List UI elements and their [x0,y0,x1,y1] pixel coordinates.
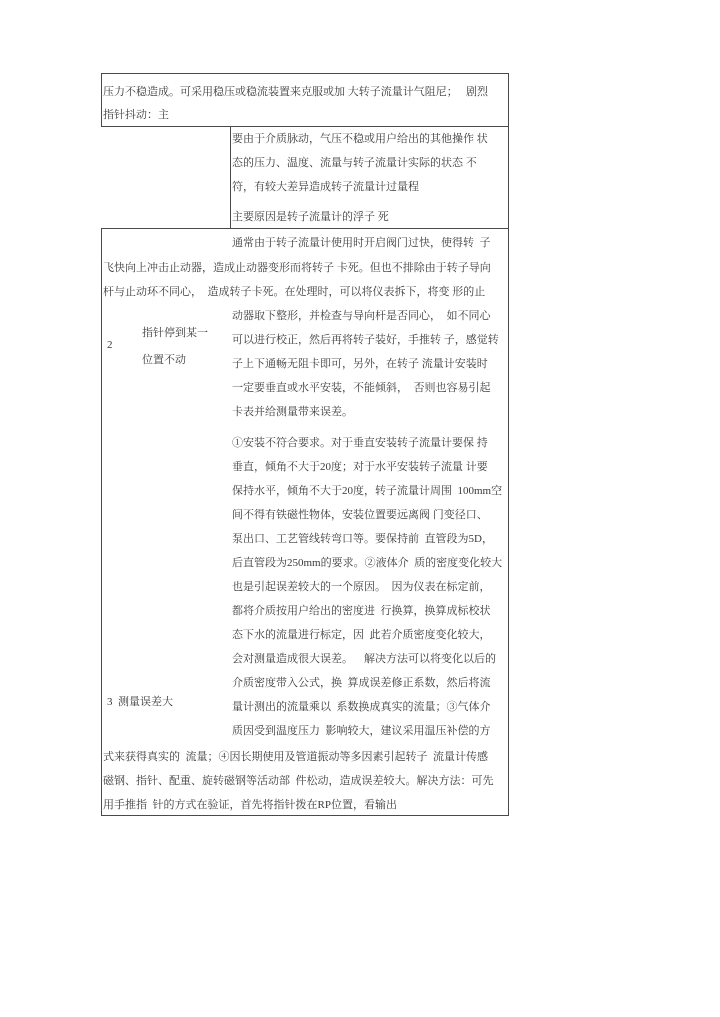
text-line: 态的压力、温度、流量与转子流量计实际的状态 不 [232,157,477,169]
text-line: 要由于介质脉动，气压不稳或用户给出的其他操作 状 [232,133,488,145]
text-line: 主要原因是转子流量计的浮子 死 [232,211,389,223]
item-number: 3 [107,696,113,708]
text-line: 式来获得真实的 流量；④因长期使用及管道振动等多因素引起转子 流量计传感 [103,751,488,763]
text-line: 质因受到温度压力 影响较大，建议采用温压补偿的方 [232,725,491,737]
item-number: 2 [107,339,113,351]
text-line: 间不得有铁磁性物体，安装位置要远离阀 门变径口、 [232,509,488,521]
text-line: 保持水平，倾角不大于20度，转子流量计周围 100mm空 [232,485,503,497]
text-line: 态下水的流量进行标定，因 此若介质密度变化较大， [232,629,491,641]
text-line: 指针抖动：主 [103,109,169,121]
text-line: 压力不稳造成。可采用稳压或稳流装置来克服或加 大转子流量计气阻尼； 剧烈 [103,86,488,98]
text-line: 后直管段为250mm的要求。②液体介 质的密度变化较大 [232,557,503,569]
text-line: 一定要垂直或水平安装，不能倾斜， 否则也容易引起 [232,382,491,394]
text-line: 介质密度带入公式，换 算成误差修正系数，然后将流 [232,677,491,689]
text-line: 子上下通畅无阻卡即可，另外，在转子 流量计安装时 [232,358,488,370]
text-line: 可以进行校正，然后再将转子装好，手推转 子，感觉转 [232,334,499,346]
text-line: 量计测出的流量乘以 系数换成真实的流量；③气体介 [232,701,491,713]
text-line: 磁钢、指针、配重、旋转磁钢等活动部 件松动，造成误差较大。解决方法：可先 [103,775,494,787]
text-line: ①安装不符合要求。对于垂直安装转子流量计要保 持 [232,437,488,449]
text-line: 都将介质按用户给出的密度进 行换算，换算成标校状 [232,605,491,617]
item-label: 测量误差大 [118,696,173,708]
text-line: 杆与止动环不同心， 造成转子卡死。在处理时，可以将仪表拆下，将变 形的止 [103,286,486,298]
text-line: 垂直，倾角不大于20度；对于水平安装转子流量 计要 [232,461,488,473]
text-line: 用手推指 针的方式在验证，首先将指针拨在RP位置，看输出 [103,799,397,811]
text-line: 泵出口、工艺管线转弯口等。要保持前 直管段为5D， [232,533,493,545]
item-label: 指针停到某一 [142,327,208,339]
text-line: 符，有较大差异造成转子流量计过量程 [232,181,419,193]
text-line: 通常由于转子流量计使用时开启阀门过快，使得转 子 [232,237,491,249]
text-line: 飞快向上冲击止动器，造成止动器变形而将转子 卡死。但也不排除由于转子导向 [103,262,491,274]
text-line: 卡表并给测量带来误差。 [232,406,353,418]
text-line: 也是引起误差较大的一个原因。 因为仪表在标定前， [232,581,491,593]
text-line: 会对测量造成很大误差。 解决方法可以将变化以后的 [232,653,496,665]
item-label: 位置不动 [142,354,186,366]
text-line: 动器取下整形，并检查与导向杆是否同心， 如不同心 [232,310,491,322]
